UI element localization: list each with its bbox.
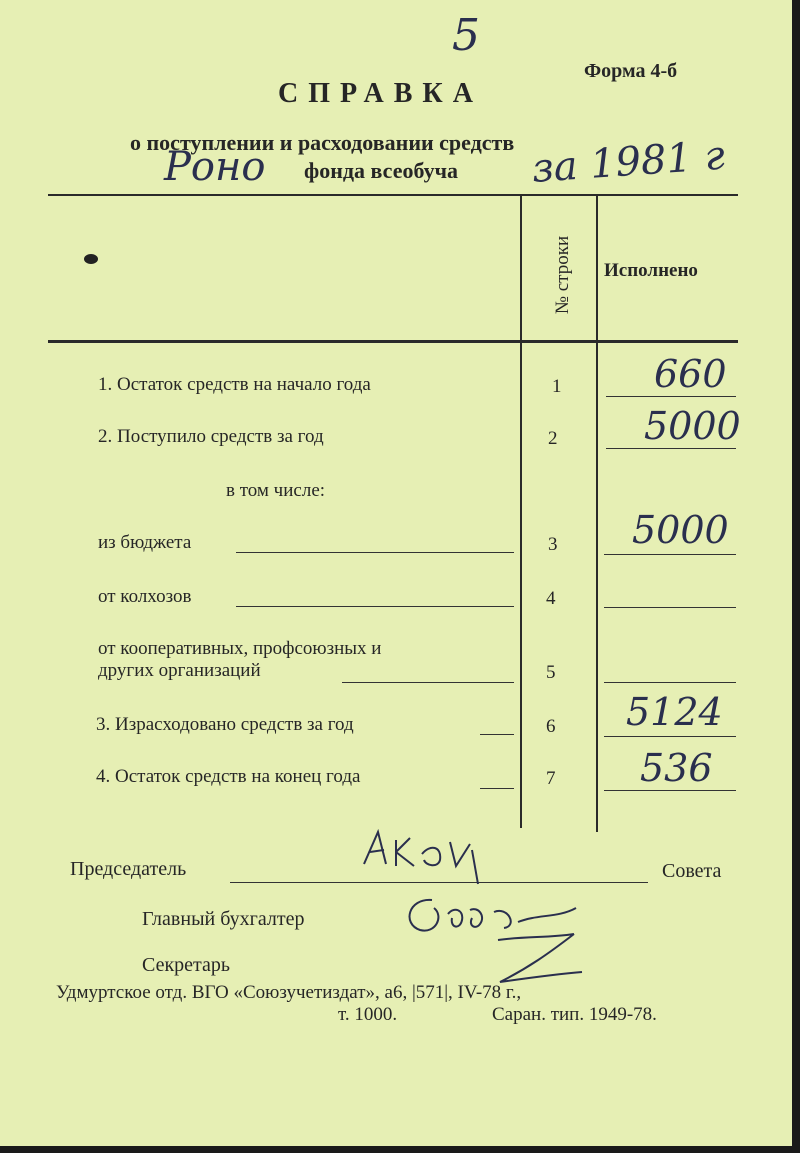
row-6-value-line	[604, 736, 736, 737]
chief-accountant-label: Главный бухгалтер	[142, 908, 305, 930]
row-6-label: 3. Израсходовано средств за год	[96, 714, 354, 735]
chairman-label: Председатель	[70, 858, 187, 880]
row-3-label-line	[236, 552, 514, 553]
document-subtitle-line1: о поступлении и расходовании средств	[130, 130, 515, 155]
handwritten-year: за 1981 г	[530, 132, 727, 192]
row-7-label: 4. Остаток средств на конец года	[96, 766, 361, 787]
row-4-label-line	[236, 606, 514, 607]
council-label: Совета	[662, 860, 722, 882]
row-2-line-number: 2	[548, 428, 558, 449]
row-2-label: 2. Поступило средств за год	[98, 426, 324, 447]
column-divider-2	[596, 196, 598, 832]
table-top-rule	[48, 194, 738, 196]
row-2-value-line	[606, 448, 736, 449]
row-5-value-line	[604, 682, 736, 683]
row-3-label: из бюджета	[98, 532, 192, 553]
column-divider-1	[520, 196, 522, 828]
secretary-signature	[488, 930, 588, 990]
chairman-signature	[360, 820, 520, 890]
handwritten-fund-name: Роно	[164, 144, 266, 190]
row-1-label: 1. Остаток средств на начало года	[98, 374, 371, 395]
row-7-value: 536	[640, 746, 713, 790]
imprint-line2-left: т. 1000.	[338, 1004, 398, 1025]
row-5-line-number: 5	[546, 662, 556, 683]
row-3-line-number: 3	[548, 534, 558, 555]
row-7-value-line	[604, 790, 736, 791]
row-1-line-number: 1	[552, 376, 562, 397]
row-7-line-number: 7	[546, 768, 556, 789]
table-header-bottom-rule	[48, 340, 738, 343]
row-5-label-line1: от кооперативных, профсоюзных и	[98, 638, 382, 659]
document-subtitle-line2: фонда всеобуча	[304, 158, 459, 183]
ink-smudge	[84, 254, 98, 264]
row-6-label-line	[480, 734, 514, 735]
row-including-label: в том числе:	[226, 480, 326, 501]
row-4-line-number: 4	[546, 588, 556, 609]
imprint-line1: Удмуртское отд. ВГО «Союзучетиздат», а6, |571|, IV-78 г.,	[56, 982, 522, 1003]
imprint-line2-right: Саран. тип. 1949-78.	[492, 1004, 657, 1025]
header-executed: Исполнено	[604, 260, 698, 281]
form-label: Форма 4-б	[584, 60, 678, 82]
row-1-value-line	[606, 396, 736, 397]
row-2-value: 5000	[644, 404, 741, 448]
row-3-value-line	[604, 554, 736, 555]
page-number: 5	[452, 10, 480, 61]
row-6-line-number: 6	[546, 716, 556, 737]
row-4-value-line	[604, 607, 736, 608]
row-3-value: 5000	[632, 508, 729, 552]
document-title: СПРАВКА	[278, 78, 483, 109]
row-4-label: от колхозов	[98, 586, 192, 607]
secretary-label: Секретарь	[142, 954, 231, 976]
row-6-value: 5124	[626, 690, 723, 734]
row-7-label-line	[480, 788, 514, 789]
header-line-number: № строки	[552, 235, 573, 315]
row-5-label-line	[342, 682, 514, 683]
row-5-label-line2: других организаций	[98, 660, 261, 681]
row-1-value: 660	[654, 352, 727, 396]
